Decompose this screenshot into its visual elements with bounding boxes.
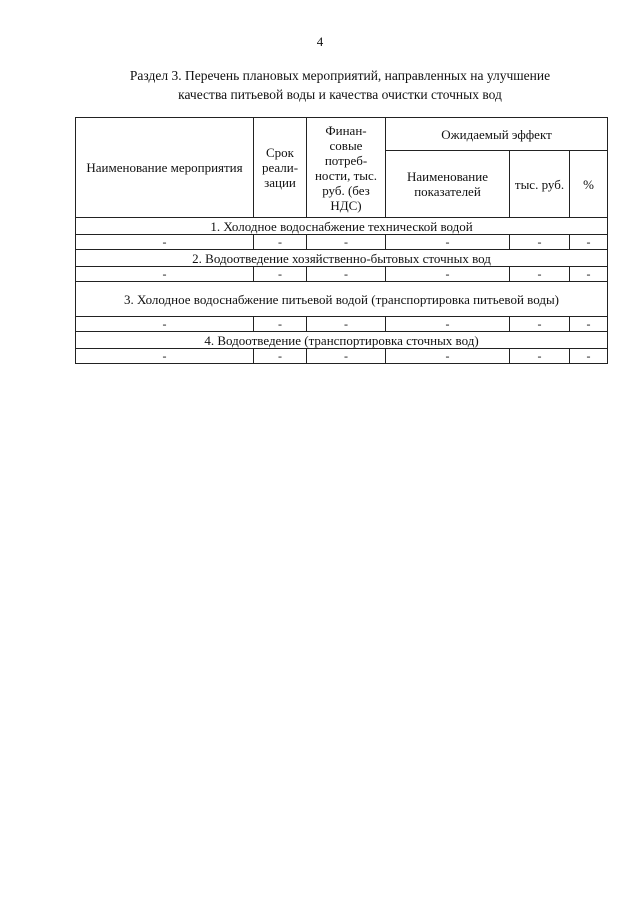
measures-table: [75, 117, 608, 364]
cell-thousand-rub: -: [510, 235, 570, 250]
cell-term: -: [254, 267, 307, 282]
cell-finance: -: [307, 235, 386, 250]
cell-percent: -: [570, 267, 608, 282]
header-expected-effect: Ожидаемый эффект: [386, 118, 608, 151]
header-name: Наименование мероприятия: [76, 118, 254, 218]
section-row-3: [76, 282, 608, 317]
section-row-2: [76, 250, 608, 267]
cell-term: -: [254, 317, 307, 332]
cell-percent: -: [570, 317, 608, 332]
cell-name: -: [76, 267, 254, 282]
section-title: [60, 66, 620, 104]
header-term: Срок реали-зации: [254, 118, 307, 218]
cell-term: -: [254, 349, 307, 364]
section-title-line-1: Раздел 3. Перечень плановых мероприятий, направленных на улучшение: [129, 68, 551, 83]
header-percent: %: [570, 151, 608, 218]
cell-percent: -: [570, 349, 608, 364]
header-indicators: Наименование показателей: [386, 151, 510, 218]
section-row-4: [76, 332, 608, 349]
section-title-cell: 4. Водоотведение (транспортировка сточных вод): [76, 332, 608, 349]
cell-thousand-rub: -: [510, 317, 570, 332]
table-row: [76, 235, 608, 250]
cell-term: -: [254, 235, 307, 250]
table-row: [76, 267, 608, 282]
cell-finance: -: [307, 349, 386, 364]
cell-name: -: [76, 235, 254, 250]
header-finance: Финан-совые потреб-ности, тыс. руб. (без НДС): [307, 118, 386, 218]
cell-name: -: [76, 317, 254, 332]
cell-finance: -: [307, 267, 386, 282]
table-row: [76, 349, 608, 364]
cell-indicators: -: [386, 349, 510, 364]
cell-indicators: -: [386, 317, 510, 332]
cell-thousand-rub: -: [510, 267, 570, 282]
cell-indicators: -: [386, 267, 510, 282]
section-title-cell: 1. Холодное водоснабжение технической водой: [76, 218, 608, 235]
cell-finance: -: [307, 317, 386, 332]
cell-thousand-rub: -: [510, 349, 570, 364]
cell-percent: -: [570, 235, 608, 250]
page-number: 4: [316, 34, 324, 49]
section-title-cell: 2. Водоотведение хозяйственно-бытовых сточных вод: [76, 250, 608, 267]
section-row-1: [76, 218, 608, 235]
header-row-top: [76, 118, 608, 151]
section-title-line-2: качества питьевой воды и качества очистки сточных вод: [178, 87, 502, 102]
table-row: [76, 317, 608, 332]
header-thousand-rub: тыс. руб.: [510, 151, 570, 218]
section-title-cell: 3. Холодное водоснабжение питьевой водой (транспортировка питьевой воды): [76, 282, 608, 317]
cell-indicators: -: [386, 235, 510, 250]
cell-name: -: [76, 349, 254, 364]
